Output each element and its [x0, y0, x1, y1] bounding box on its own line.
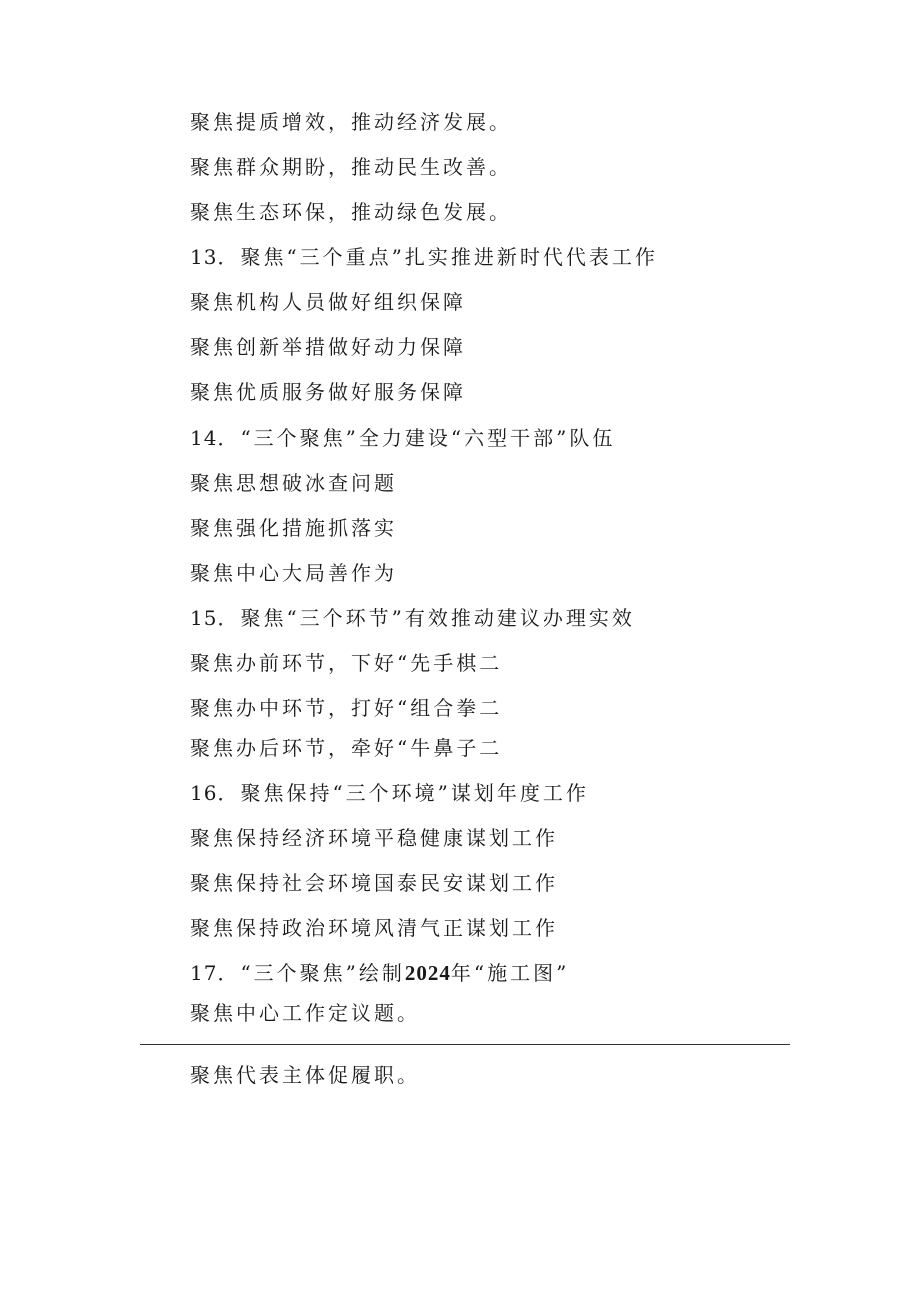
year-label: 2024 [404, 961, 451, 985]
paragraph-line: 聚焦办前环节，下好“先手棋二 [190, 651, 503, 675]
paragraph-line: 聚焦中心工作定议题。 [190, 1001, 420, 1025]
paragraph-line: 聚焦优质服务做好服务保障 [190, 380, 466, 404]
section-title-part: ．“三个聚焦”绘制 [217, 961, 405, 985]
paragraph-line: 聚焦提质增效，推动经济发展。 [190, 110, 512, 134]
paragraph-line: 聚焦生态环保，推动绿色发展。 [190, 200, 512, 224]
section-number: 14 [190, 426, 218, 450]
section-heading-16 [190, 781, 589, 805]
paragraph-line: 聚焦保持社会环境国泰民安谋划工作 [190, 871, 558, 895]
paragraph-line: 聚焦机构人员做好组织保障 [190, 290, 466, 314]
paragraph-line: 聚焦保持经济环境平稳健康谋划工作 [190, 826, 558, 850]
paragraph-line: 聚焦创新举措做好动力保障 [190, 335, 466, 359]
paragraph-line: 聚焦办中环节，打好“组合拳二 [190, 696, 503, 720]
section-heading-13 [190, 245, 658, 269]
section-number: 16 [190, 781, 218, 805]
paragraph-line: 聚焦保持政治环境风清气正谋划工作 [190, 916, 558, 940]
paragraph-line: 聚焦代表主体促履职。 [190, 1063, 420, 1087]
section-heading-17 [190, 961, 569, 985]
section-heading-15 [190, 606, 635, 630]
section-number: 17 [190, 961, 218, 985]
section-title-part: 年“施工图” [450, 961, 570, 985]
section-title: ．聚焦“三个环节”有效推动建议办理实效 [217, 606, 635, 630]
paragraph-line: 聚焦中心大局善作为 [190, 561, 397, 585]
section-number: 15 [190, 606, 218, 630]
paragraph-line: 聚焦强化措施抓落实 [190, 516, 397, 540]
section-number: 13 [190, 245, 218, 269]
page-divider [140, 1044, 790, 1045]
section-heading-14 [190, 426, 615, 450]
paragraph-line: 聚焦办后环节，牵好“牛鼻子二 [190, 736, 503, 760]
section-title: ．聚焦“三个重点”扎实推进新时代代表工作 [217, 245, 658, 269]
section-title: ．“三个聚焦”全力建设“六型干部”队伍 [217, 426, 616, 450]
section-title: ．聚焦保持“三个环境”谋划年度工作 [217, 781, 589, 805]
paragraph-line: 聚焦群众期盼，推动民生改善。 [190, 155, 512, 179]
paragraph-line: 聚焦思想破冰查问题 [190, 471, 397, 495]
